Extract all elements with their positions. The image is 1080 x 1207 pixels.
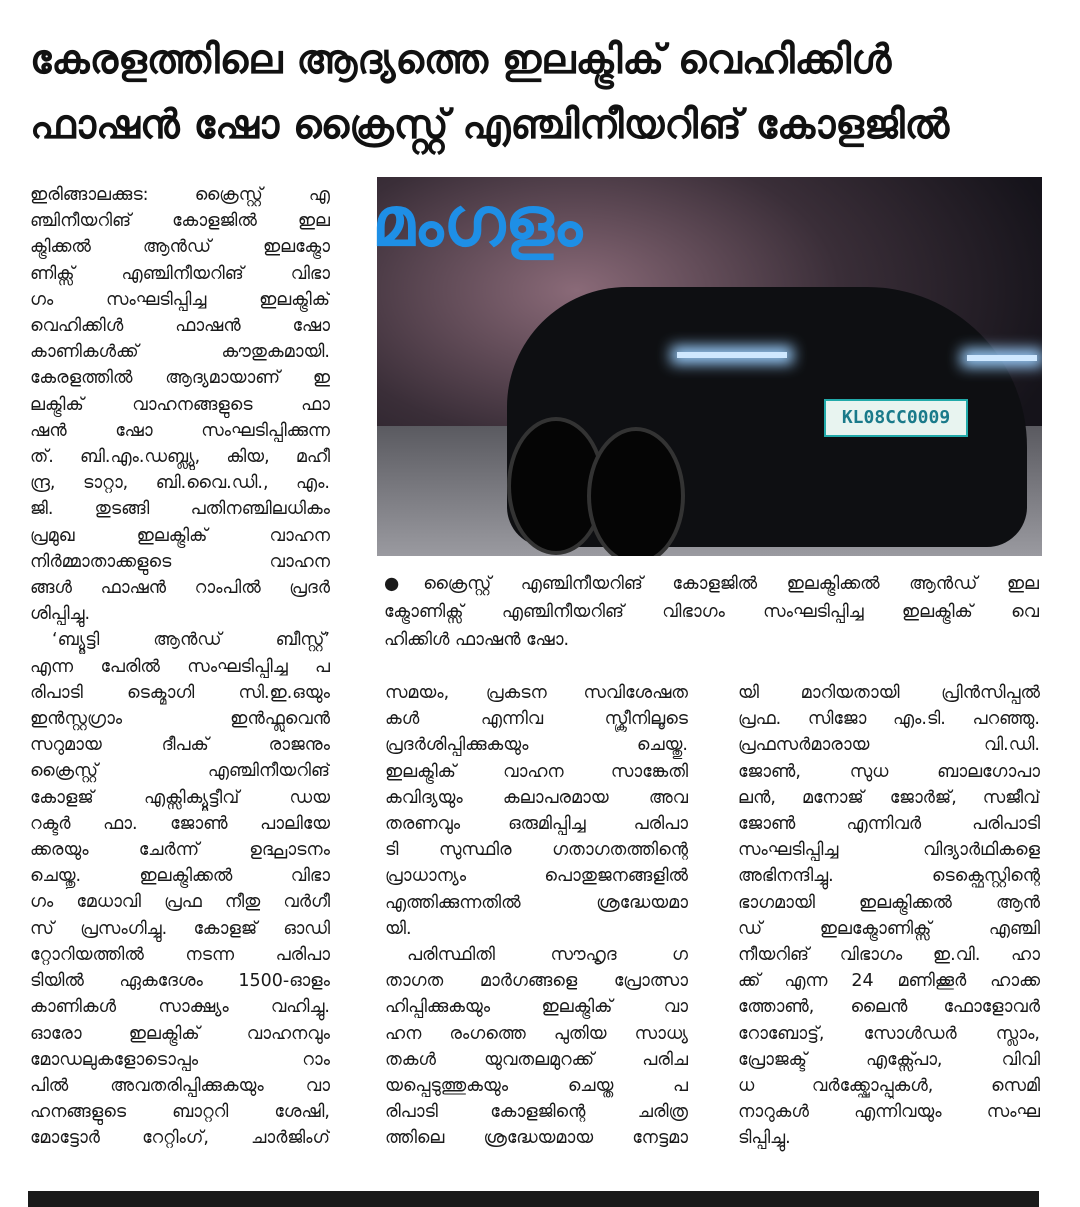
article-text-line: ത്തിലെ ശ്രദ്ധേയമായ നേട്ടമാ	[385, 1128, 688, 1149]
article-text-line: വെഹിക്കിൾ ഫാഷൻ ഷോ	[30, 316, 330, 337]
headline-line-1: കേരളത്തിലെ ആദ്യത്തെ ഇലക്ട്രിക് വെഹിക്കിൾ	[30, 37, 892, 83]
article-text-line: ങ്ങൾ ഫാഷൻ റാംപിൽ പ്രദർ	[30, 578, 330, 599]
article-text-line: നിർമ്മാതാക്കളുടെ വാഹന	[30, 551, 330, 572]
article-text-line: ഹനങ്ങളുടെ ബാറ്ററി ശേഷി,	[30, 1102, 330, 1123]
article-text-line: ധ വർക്ക്ഷോപ്പുകൾ, സെമി	[738, 1076, 1040, 1097]
article-text-line: ക്കരയും ചേർന്ന് ഉദ്ഘാടനം	[30, 840, 330, 861]
article-text-line: ലൻ, മനോജ് ജോർജ്, സജീവ്	[738, 787, 1040, 808]
article-text-line: ടിയിൽ ഏകദേശം 1500-ഓളം	[30, 971, 330, 992]
article-text-line: കാണികൾക്ക് കൗതുകമായി.	[30, 342, 330, 363]
caption-line: ●ക്രൈസ്റ്റ് എഞ്ചിനീയറിങ് കോളജിൽ ഇലക്ട്രിക്കൽ ആൻഡ് ഇല	[384, 574, 1039, 594]
article-text-line: ടി സുസ്ഥിര ഗതാഗതത്തിന്റെ	[385, 840, 688, 861]
article-text-line: ‘ബ്യൂട്ടി ആൻഡ് ബീസ്റ്റ്’	[52, 630, 330, 651]
article-text-line: കോളജ് എക്സിക്യൂട്ടീവ് ഡയ	[30, 787, 330, 808]
article-text-line: ഇരിങ്ങാലക്കുട: ക്രൈസ്റ്റ് എ	[30, 185, 330, 205]
article-text-line: താഗത മാർഗങ്ങളെ പ്രോത്സാ	[385, 971, 688, 992]
article-column-2	[385, 680, 688, 1152]
headlight	[967, 355, 1037, 361]
article-text-line: ഗം മേധാവി പ്രഫ നീതു വർഗീ	[30, 892, 330, 913]
article-text-line: ഇലക്ട്രിക് വാഹന സാങ്കേതി	[385, 761, 688, 782]
article-text-line: സംഘടിപ്പിച്ച വിദ്യാർഥികളെ	[738, 840, 1040, 861]
article-text-line: മോട്ടോർ റേറ്റിംഗ്, ചാർജിംഗ്	[30, 1128, 330, 1149]
article-text-line: ചെയ്തു. ഇലക്ട്രിക്കൽ വിഭാ	[30, 866, 330, 887]
article-text-line: ത്. ബി.എം.ഡബ്ല്യു, കിയ, മഹീ	[30, 447, 330, 468]
article-text-line: യി മാറിയതായി പ്രിൻസിപ്പൽ	[738, 683, 1040, 703]
article-text-line: അഭിനന്ദിച്ചു. ടെക്ഫെസ്റ്റിന്റെ	[738, 866, 1040, 887]
article-text-line: ഷൻ ഷോ സംഘടിപ്പിക്കുന്ന	[30, 420, 330, 441]
article-text-line: കൾ എന്നിവ സ്ക്രീനിലൂടെ	[385, 709, 688, 730]
article-text-line: ടിപ്പിച്ചു.	[738, 1128, 791, 1149]
article-text-line: ഹന രംഗത്തെ പുതിയ സാധ്യ	[385, 1023, 688, 1044]
article-text-line: റക്ടർ ഫാ. ജോൺ പാലിയേ	[30, 813, 330, 834]
article-text-line: നീയറിങ് വിഭാഗം ഇ.വി. ഹാ	[738, 945, 1040, 966]
article-text-line: എത്തിക്കുന്നതിൽ ശ്രദ്ധേയമാ	[385, 892, 688, 913]
article-column-1	[30, 182, 330, 1152]
car-wheel	[587, 427, 685, 556]
article-text-line: സ് പ്രസംഗിച്ചു. കോളജ് ഓഡി	[30, 918, 330, 939]
number-plate: KL08CC0009	[824, 399, 968, 437]
article-text-line: ക്ട്രിക്കൽ ആൻഡ് ഇലക്ട്രോ	[30, 237, 330, 258]
article-text-line: റ്റോറിയത്തിൽ നടന്ന പരിപാ	[30, 944, 330, 965]
article-text-line: പ്രദർശിപ്പിക്കുകയും ചെയ്തു.	[385, 735, 688, 756]
article-text-line: പിൽ അവതരിപ്പിക്കുകയും വാ	[30, 1075, 330, 1096]
article-text-line: ലക്ട്രിക് വാഹനങ്ങളുടെ ഫാ	[30, 394, 330, 415]
article-text-line: ഹിപ്പിക്കുകയും ഇലക്ട്രിക് വാ	[385, 997, 688, 1018]
mangalam-logo: മംഗളം	[372, 183, 583, 262]
article-text-line: യി.	[385, 918, 412, 939]
article-text-line: ജോൺ എന്നിവർ പരിപാടി	[738, 814, 1040, 835]
article-text-line: കേരളത്തിൽ ആദ്യമായാണ് ഇ	[30, 368, 330, 389]
article-text-line: ഗം സംഘടിപ്പിച്ച ഇലക്ട്രിക്	[30, 289, 330, 310]
headline-line-2: ഫാഷൻ ഷോ ക്രൈസ്റ്റ് എഞ്ചിനീയറിങ് കോളജിൽ	[30, 102, 950, 148]
photo-caption	[384, 570, 1039, 654]
article-text-line: സറുമായ ദീപക് രാജനും	[30, 735, 330, 756]
article-text-line: ക്ക് എന്ന 24 മണിക്കൂർ ഹാക്ക	[738, 971, 1040, 992]
article-text-line: എന്ന പേരിൽ സംഘടിപ്പിച്ച പ	[30, 656, 330, 677]
article-text-line: തരണവും ഒരുമിപ്പിച്ച പരിപാ	[385, 814, 688, 835]
article-text-line: തകൾ യുവതലമുറക്ക് പരിച	[385, 1049, 688, 1070]
headlight	[677, 352, 787, 358]
article-text-line: കവിദ്യയും കലാപരമായ അവ	[385, 787, 688, 808]
article-text-line: നാറുകൾ എന്നിവയും സംഘ	[738, 1102, 1040, 1123]
article-text-line: ത്തോൺ, ലൈൻ ഫോളോവർ	[738, 997, 1040, 1018]
article-text-line: ജി. തുടങ്ങി പതിനഞ്ചിലധികം	[30, 499, 330, 520]
article-text-line: പ്രഫ. സിജോ എം.ടി. പറഞ്ഞു.	[738, 709, 1040, 730]
article-text-line: മോഡലുകളോടൊപ്പം റാം	[30, 1049, 330, 1070]
article-text-line: ഭാഗമായി ഇലക്ട്രിക്കൽ ആൻ	[738, 892, 1040, 913]
article-text-line: പ്രഫസർമാരായ വി.ഡി.	[738, 735, 1040, 756]
article-text-line: ജോൺ, സുധ ബാലഗോപാ	[738, 761, 1040, 782]
article-text-line: റോബോട്ട്, സോൾഡർ സ്ലാം,	[738, 1023, 1040, 1044]
caption-line: ഹിക്കിൾ ഫാഷൻ ഷോ.	[384, 630, 570, 650]
article-text-line: പ്രമുഖ ഇലക്ട്രിക് വാഹന	[30, 525, 330, 546]
bottom-divider-bar	[28, 1191, 1039, 1207]
article-text-line: ഇൻസ്റ്റഗ്രാം ഇൻഫ്ലുവെൻ	[30, 709, 330, 730]
article-text-line: ഡ് ഇലക്ട്രോണിക്സ് എഞ്ചി	[738, 918, 1040, 939]
article-column-3	[738, 680, 1040, 1152]
article-text-line: കാണികൾ സാക്ഷ്യം വഹിച്ചു.	[30, 997, 330, 1018]
article-text-line: യപ്പെടുത്തുകയും ചെയ്ത പ	[385, 1076, 688, 1097]
article-text-line: പ്രാധാന്യം പൊതുജനങ്ങളിൽ	[385, 866, 688, 887]
article-text-line: സമയം, പ്രകടന സവിശേഷത	[385, 683, 688, 703]
article-text-line: ന്ദ്ര, ടാറ്റാ, ബി.വൈ.ഡി., എം.	[30, 473, 330, 494]
article-text-line: ഞ്ചിനീയറിങ് കോളജിൽ ഇല	[30, 211, 330, 232]
article-text-line: ഓരോ ഇലക്ട്രിക് വാഹനവും	[30, 1023, 330, 1044]
article-text-line: രിപാടി കോളജിന്റെ ചരിത്ര	[385, 1102, 688, 1123]
article-text-line: രിപാടി ടെക്മാഗി സി.ഇ.ഒയും	[30, 682, 330, 703]
article-text-line: പരിസ്ഥിതി സൗഹൃദ ഗ	[407, 945, 688, 966]
article-text-line: ണിക്സ് എഞ്ചിനീയറിങ് വിഭാ	[30, 263, 330, 284]
article-text-line: ശിപ്പിച്ചു.	[30, 604, 91, 625]
article-text-line: പ്രോജക്ട് എക്സ്പോ, വിവി	[738, 1049, 1040, 1070]
caption-line: ക്ട്രോണിക്സ് എഞ്ചിനീയറിങ് വിഭാഗം സംഘടിപ്പിച്ച ഇലക്ട്രിക് വെ	[384, 602, 1039, 622]
article-text-line: ക്രൈസ്റ്റ് എഞ്ചിനീയറിങ്	[30, 761, 330, 782]
